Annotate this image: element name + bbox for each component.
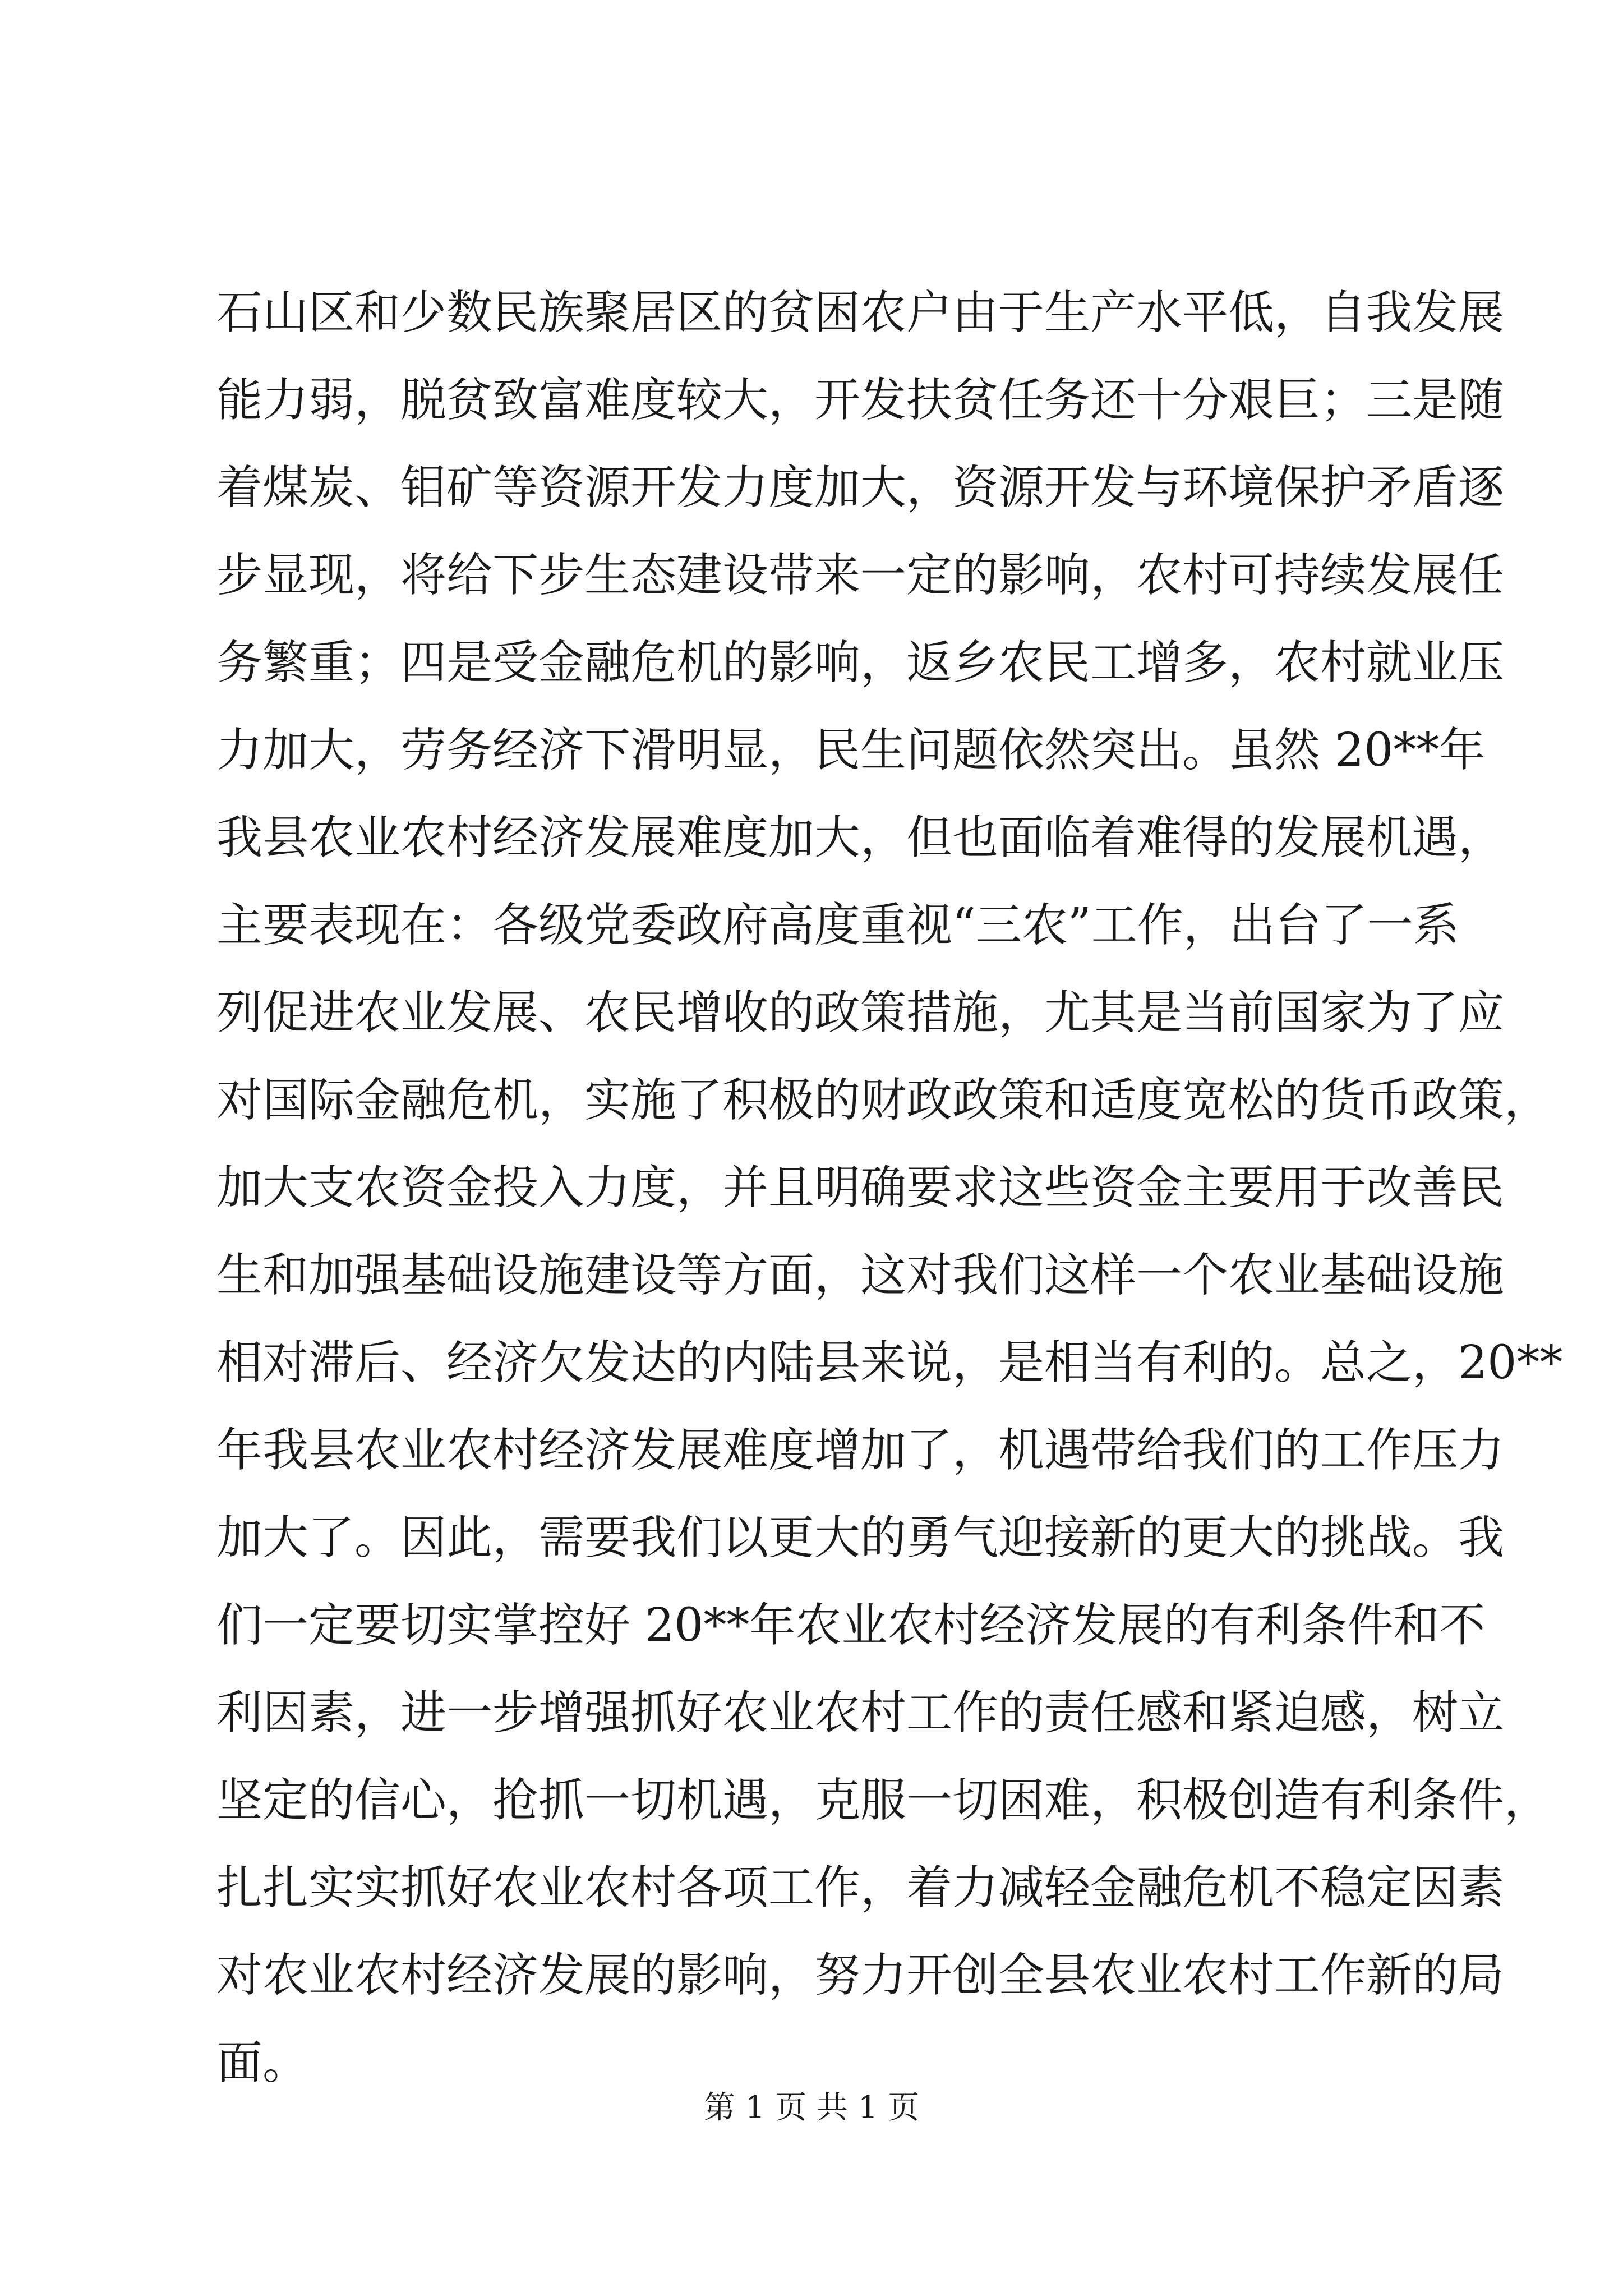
text-line: 扎扎实实抓好农业农村各项工作，着力减轻金融危机不稳定因素 bbox=[216, 1861, 1505, 1915]
body-paragraph bbox=[216, 269, 1563, 2107]
text-line: 我县农业农村经济发展难度加大，但也面临着难得的发展机遇， bbox=[216, 811, 1505, 864]
text-line: 们一定要切实掌控好 20**年农业农村经济发展的有利条件和不 bbox=[216, 1599, 1486, 1652]
page-footer: 第 1 页 共 1 页 bbox=[703, 2090, 920, 2126]
text-line: 坚定的信心，抢抓一切机遇，克服一切困难，积极创造有利条件， bbox=[216, 1774, 1551, 1827]
text-line: 石山区和少数民族聚居区的贫困农户由于生产水平低，自我发展 bbox=[216, 286, 1505, 339]
text-line: 力加大，劳务经济下滑明显，民生问题依然突出。虽然 20**年 bbox=[216, 724, 1486, 777]
text-line: 务繁重；四是受金融危机的影响，返乡农民工增多，农村就业压 bbox=[216, 636, 1505, 689]
text-line: 着煤炭、钼矿等资源开发力度加大，资源开发与环境保护矛盾逐 bbox=[216, 461, 1505, 514]
text-line: 年我县农业农村经济发展难度增加了，机遇带给我们的工作压力 bbox=[216, 1424, 1505, 1477]
text-line: 相对滞后、经济欠发达的内陆县来说，是相当有利的。总之，20** bbox=[216, 1336, 1563, 1389]
text-line: 对农业农村经济发展的影响，努力开创全县农业农村工作新的局 bbox=[216, 1949, 1505, 2002]
text-line: 加大了。因此，需要我们以更大的勇气迎接新的更大的挑战。我 bbox=[216, 1511, 1505, 1565]
text-line: 面。 bbox=[216, 2036, 309, 2090]
text-line: 能力弱，脱贫致富难度较大，开发扶贫任务还十分艰巨；三是随 bbox=[216, 374, 1505, 427]
text-line: 利因素，进一步增强抓好农业农村工作的责任感和紧迫感，树立 bbox=[216, 1686, 1505, 1740]
text-line: 步显现，将给下步生态建设带来一定的影响，农村可持续发展任 bbox=[216, 549, 1505, 602]
text-line: 对国际金融危机，实施了积极的财政政策和适度宽松的货币政策， bbox=[216, 1074, 1551, 1127]
text-line: 加大支农资金投入力度，并且明确要求这些资金主要用于改善民 bbox=[216, 1161, 1505, 1214]
text-line: 主要表现在：各级党委政府高度重视“三农”工作，出台了一系 bbox=[216, 899, 1459, 952]
text-line: 列促进农业发展、农民增收的政策措施，尤其是当前国家为了应 bbox=[216, 986, 1505, 1039]
text-line: 生和加强基础设施建设等方面，这对我们这样一个农业基础设施 bbox=[216, 1249, 1505, 1302]
